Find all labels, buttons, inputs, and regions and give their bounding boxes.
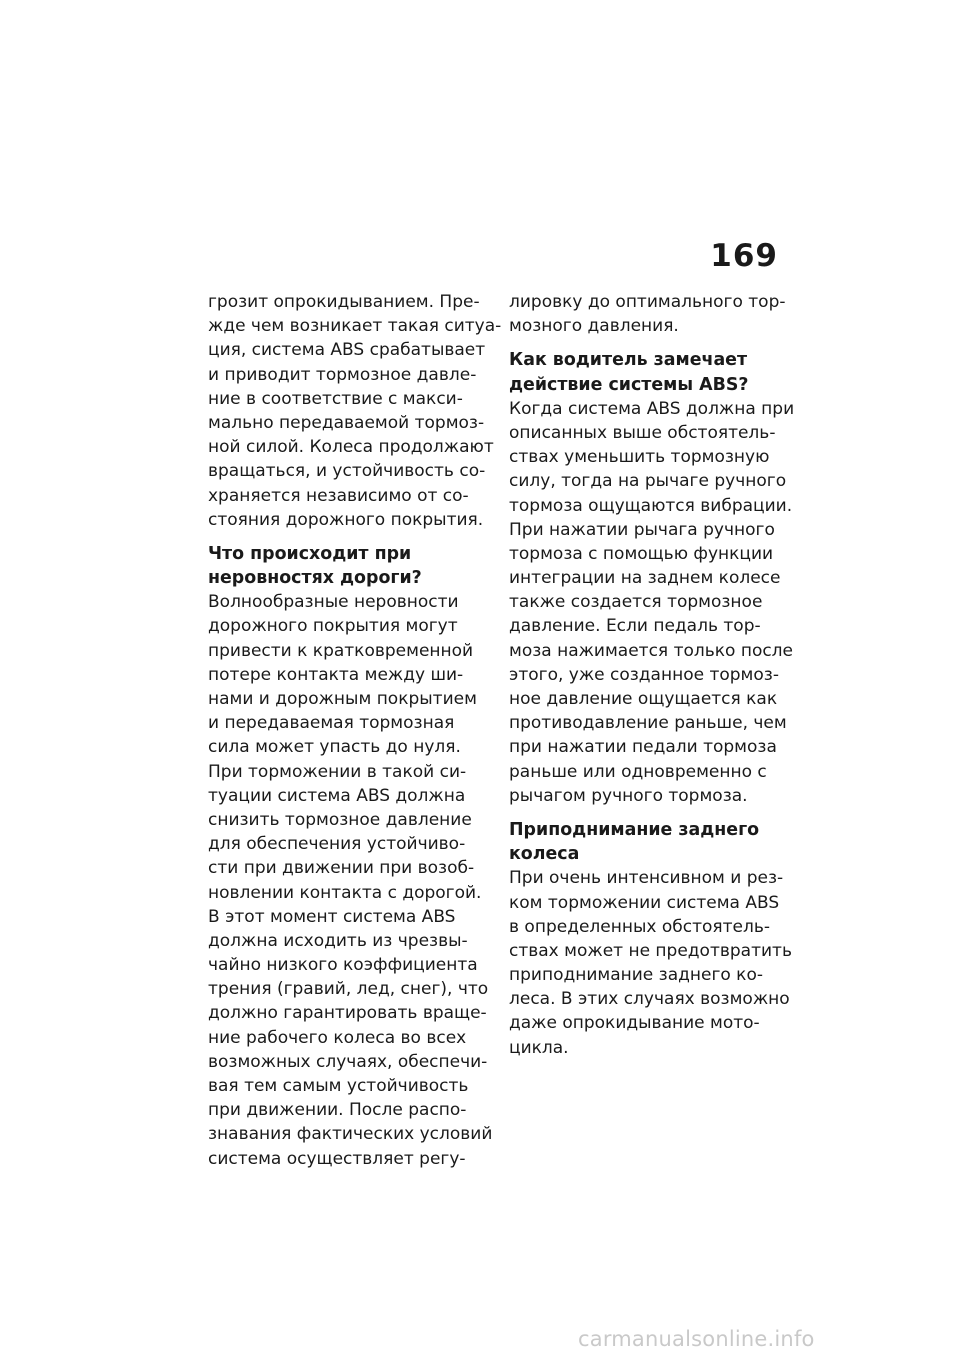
text-line: описанных выше обстоятель- (509, 422, 776, 443)
text-line: для обеспечения устойчиво- (208, 834, 466, 855)
text-line: Приподнимание заднего (509, 819, 760, 840)
text-line: вая тем самым устойчивость (208, 1076, 469, 1096)
text-line: даже опрокидывание мото- (509, 1013, 760, 1034)
text-line: привести к кратковременной (208, 640, 474, 661)
text-line: лировку до оптимального тор- (509, 292, 786, 312)
left-heading-1 (208, 542, 480, 590)
right-column (509, 290, 795, 1070)
right-heading-1 (509, 348, 779, 396)
text-line: При нажатии рычага ручного (509, 519, 775, 540)
text-line: раньше или одновременно с (509, 761, 767, 782)
text-line: Когда система ABS должна при (509, 398, 795, 419)
text-line: неровностях дороги? (208, 568, 422, 589)
text-line: и передаваемая тормозная (208, 713, 455, 734)
text-line: должна исходить из чрезвы- (208, 930, 468, 951)
text-line: В этот момент система ABS (208, 906, 456, 927)
text-line: стояния дорожного покрытия. (208, 509, 484, 530)
text-line: рычагом ручного тормоза. (509, 785, 748, 806)
text-line: ное давление ощущается как (509, 689, 778, 709)
text-line: леса. В этих случаях возможно (509, 989, 790, 1010)
text-line: система осуществляет регу- (208, 1148, 466, 1169)
text-line: колеса (509, 844, 580, 865)
right-para-1 (509, 290, 786, 338)
text-line: При очень интенсивном и рез- (509, 868, 784, 889)
text-line: знавания фактических условий (208, 1124, 493, 1145)
text-line: грозит опрокидыванием. Пре- (208, 292, 480, 312)
left-para-2 (208, 590, 493, 1171)
text-line: противодавление раньше, чем (509, 713, 787, 734)
text-line: нами и дорожным покрытием (208, 689, 477, 709)
text-line: Как водитель замечает (509, 350, 748, 371)
text-line: в определенных обстоятель- (509, 916, 770, 937)
text-line: силу, тогда на рычаге ручного (509, 471, 787, 492)
left-column (208, 290, 502, 1181)
text-line: ком торможении система ABS (509, 892, 780, 913)
text-line: давление. Если педаль тор- (509, 616, 761, 637)
text-line: Волнообразные неровности (208, 592, 459, 613)
text-line: мально передаваемой тормоз- (208, 412, 485, 433)
text-line: дорожного покрытия могут (208, 616, 458, 637)
text-line: чайно низкого коэффициента (208, 955, 478, 976)
text-line: приподнимание заднего ко- (509, 965, 763, 986)
text-line: интеграции на заднем колесе (509, 568, 781, 589)
text-line: при движении. После распо- (208, 1100, 467, 1121)
text-line: возможных случаях, обеспечи- (208, 1051, 488, 1072)
text-line: цикла. (509, 1037, 569, 1058)
text-line: снизить тормозное давление (208, 809, 472, 830)
text-line: При торможении в такой си- (208, 761, 467, 782)
text-line: ние рабочего колеса во всех (208, 1027, 467, 1048)
text-line: ной силой. Колеса продолжают (208, 437, 494, 458)
text-line: действие системы ABS? (509, 374, 749, 395)
right-heading-2 (509, 818, 779, 866)
page-number: 169 (710, 238, 778, 274)
text-line: ние в соответствие с макси- (208, 388, 463, 409)
text-line: сила может упасть до нуля. (208, 737, 461, 758)
text-line: Что происходит при (208, 543, 412, 564)
text-line: новлении контакта с дорогой. (208, 882, 482, 903)
watermark: carmanualsonline.info (578, 1327, 815, 1351)
text-line: ствах может не предотвратить (509, 940, 792, 961)
text-line: и приводит тормозное давле- (208, 364, 477, 385)
left-para-1 (208, 290, 502, 532)
text-line: моза нажимается только после (509, 640, 794, 661)
text-line: потере контакта между ши- (208, 664, 464, 685)
text-line: ствах уменьшить тормозную (509, 447, 770, 468)
text-line: тормоза ощущаются вибрации. (509, 495, 793, 516)
text-line: вращаться, и устойчивость со- (208, 461, 486, 482)
text-line: трения (гравий, лед, снег), что (208, 979, 489, 1000)
text-line: этого, уже созданное тормоз- (509, 664, 779, 685)
text-line: тормоза с помощью функции (509, 543, 774, 564)
text-line: также создается тормозное (509, 592, 763, 613)
text-line: ция, система ABS срабатывает (208, 340, 486, 361)
right-para-2 (509, 397, 795, 808)
text-line: храняется независимо от со- (208, 485, 469, 506)
text-line: должно гарантировать враще- (208, 1003, 487, 1024)
right-para-3 (509, 866, 792, 1060)
text-line: мозного давления. (509, 316, 679, 337)
text-line: при нажатии педали тормоза (509, 737, 777, 758)
text-line: сти при движении при возоб- (208, 858, 475, 879)
text-line: туации система ABS должна (208, 785, 466, 806)
text-line: жде чем возникает такая ситуа- (208, 316, 502, 337)
